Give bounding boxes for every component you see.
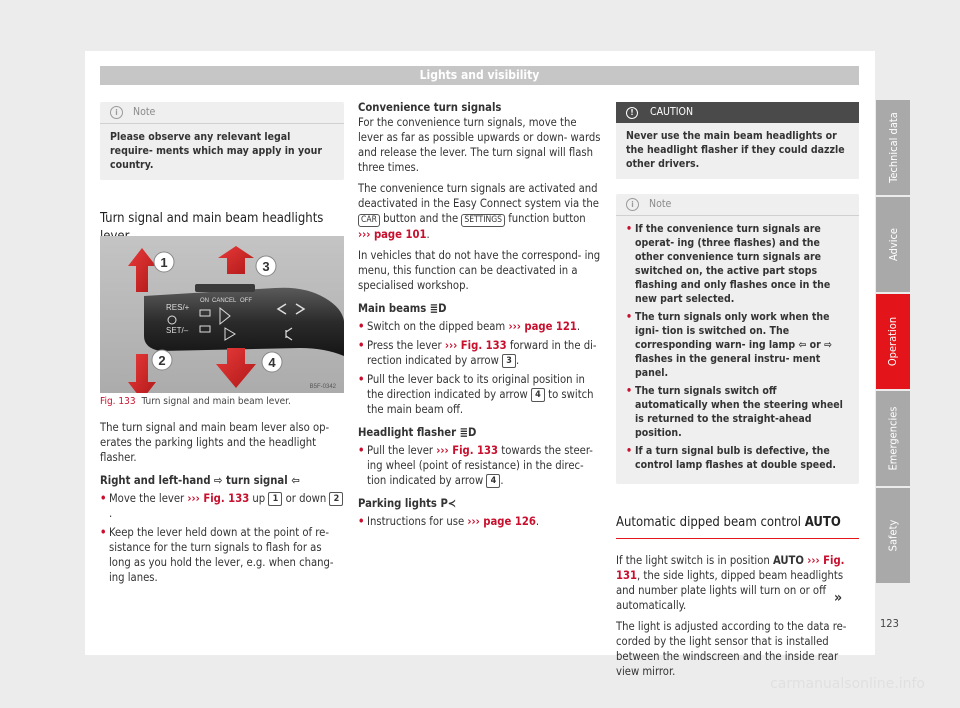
auto-icon: AUTO	[772, 554, 804, 567]
lever-set-label: SET/–	[166, 326, 189, 335]
arrow-label-4: 4	[268, 355, 276, 370]
page-header: Lights and visibility	[100, 66, 859, 85]
list-item: • If a turn signal bulb is defective, the control lamp flashes at double speed.	[626, 444, 849, 472]
note-text: Please observe any relevant legal require- ments which may apply in your country.	[110, 131, 322, 171]
turn-signal-heading: Right and left-hand ⇨ turn signal ⇦	[100, 474, 300, 487]
section-title-turn-signal: Turn signal and main beam headlights	[100, 210, 344, 253]
auto-paragraph-2: The light is adjusted according to the data re- corded by the light sensor that is installed between the windscreen and the inside rear view mirror.	[616, 620, 847, 678]
figure-caption	[100, 393, 344, 410]
turn-right-icon: ⇨	[214, 474, 223, 487]
list-item: • Switch on the dipped beam ››› page 121.	[358, 319, 601, 334]
note-header	[100, 102, 344, 124]
main-beam-heading: Main beams ≣D	[358, 302, 447, 315]
list-item: • Pull the lever back to its original position in the direction indicated by arrow 4 to switch the main beam off.	[358, 372, 601, 417]
page-ref-link[interactable]: ››› page 126	[467, 515, 536, 528]
note-box	[100, 102, 344, 180]
tab-technical-data[interactable]: Technical data	[876, 100, 910, 195]
lever-res-label: RES/+	[166, 303, 190, 312]
list-item: • Keep the lever held down at the point of re- sistance for the turn signals to flash for as long as you hold the lever, e.g. when chang- ing lanes.	[100, 525, 344, 585]
list-item: • The turn signals switch off automatically when the steering wheel is returned to the straight-ahead position.	[626, 384, 849, 440]
convenience-activation-paragraph: The convenience turn signals are activated and deactivated in the Easy Connect system via the CAR button and the SETTINGS function button ››› page 101.	[358, 182, 599, 241]
settings-key: SETTINGS	[461, 214, 505, 227]
tab-emergencies[interactable]: Emergencies	[876, 391, 910, 486]
lever-illustration	[100, 236, 344, 410]
caution-label: CAUTION	[650, 106, 694, 118]
lever-on-label: ON	[200, 298, 209, 304]
turn-right-icon: ⇨	[824, 339, 833, 351]
car-key: CAR	[358, 214, 380, 227]
auto-paragraph-1: If the light switch is in position AUTO ››› Fig. 131, the side lights, dipped beam headlights and number plate lights will turn on or off automatically.	[616, 554, 845, 612]
page-ref-link[interactable]: ››› page 101	[358, 228, 427, 241]
figure-number: Fig. 133	[100, 396, 136, 407]
list-item: • Instructions for use ››› page 126.	[358, 514, 601, 529]
list-item: • Press the lever ››› Fig. 133 forward in the di- rection indicated by arrow 3 .	[358, 338, 601, 368]
arrow-label-3: 3	[262, 259, 270, 274]
parking-light-icon: P≺	[440, 497, 457, 510]
page-number: 123	[880, 617, 899, 630]
column-left	[100, 102, 344, 253]
main-beam-icon: ≣D	[429, 302, 447, 315]
step-number: 3	[502, 354, 516, 368]
continue-mark: »	[834, 590, 843, 606]
parking-heading: Parking lights P≺	[358, 497, 457, 510]
info-icon: i	[110, 106, 123, 119]
note-box-2	[616, 194, 859, 484]
fig-ref-link[interactable]: ››› Fig. 133	[187, 492, 250, 505]
lever-off-label: OFF	[240, 298, 252, 304]
step-number: 1	[268, 492, 282, 506]
list-item: • Move the lever ››› Fig. 133 up 1 or down 2.	[100, 491, 344, 521]
fig-ref-link[interactable]: ››› Fig. 133	[436, 444, 499, 457]
arrow-label-1: 1	[160, 255, 168, 270]
step-number: 4	[486, 474, 500, 488]
fig-ref-link[interactable]: ››› Fig. 133	[444, 339, 507, 352]
note-label: Note	[649, 198, 672, 210]
caution-header	[616, 102, 859, 123]
flasher-icon: ≣D	[459, 426, 477, 439]
tab-operation[interactable]: Operation	[876, 294, 910, 389]
list-item: • If the convenience turn signals are operat- ing (three flashes) and the other convenience turn signals are switched on, the active part stops flashing and only flashes once in the new part selected.	[626, 222, 849, 306]
note-label: Note	[133, 106, 156, 118]
caution-icon: !	[626, 107, 638, 119]
convenience-paragraph: For the convenience turn signals, move the lever as far as possible upwards or down- wards and release the lever. The turn signal will flash three times.	[358, 116, 601, 174]
caution-box	[616, 102, 859, 179]
watermark: carmanualsonline.info	[770, 676, 925, 692]
arrow-label-2: 2	[158, 353, 166, 368]
tab-advice[interactable]: Advice	[876, 197, 910, 292]
turn-left-icon: ⇦	[798, 339, 807, 351]
page-ref-link[interactable]: ››› page 121	[508, 320, 577, 333]
turn-left-icon: ⇦	[291, 474, 300, 487]
auto-icon: AUTO	[804, 515, 841, 530]
column-right	[616, 102, 859, 685]
section-title-auto: Automatic dipped beam control AUTO	[616, 514, 859, 539]
info-icon: i	[626, 198, 639, 211]
step-number: 4	[531, 388, 545, 402]
figure-id: B5F-0342	[309, 384, 336, 390]
list-item: • Pull the lever ››› Fig. 133 towards the steer- ing wheel (point of resistance) in the direc- tion indicated by arrow 4 .	[358, 443, 601, 488]
flasher-heading: Headlight flasher ≣D	[358, 426, 477, 439]
step-number: 2	[329, 492, 343, 506]
column-left-body	[100, 420, 344, 589]
fig-ref-link[interactable]: ››› Fig. 131	[616, 554, 845, 582]
convenience-heading: Convenience turn signals	[358, 101, 502, 114]
caution-text: Never use the main beam headlights or the headlight flasher if they could dazzle other drivers.	[616, 123, 859, 179]
tab-safety[interactable]: Safety	[876, 488, 910, 583]
lever-cancel-label: CANCEL	[212, 298, 237, 304]
column-middle	[358, 100, 601, 533]
list-item: • The turn signals only work when the igni- tion is switched on. The corresponding warn- ing lamp ⇦ or ⇨ flashes in the general instru- ment panel.	[626, 310, 849, 380]
note-list	[616, 216, 859, 484]
figure-lever	[100, 236, 344, 410]
intro-paragraph: The turn signal and main beam lever also op- erates the parking lights and the headlight flasher.	[100, 421, 330, 464]
workshop-paragraph: In vehicles that do not have the correspond- ing menu, this function can be deactivated in a specialised workshop.	[358, 249, 601, 292]
figure-caption-text: Turn signal and main beam lever.	[141, 396, 291, 407]
note-header	[616, 194, 859, 216]
